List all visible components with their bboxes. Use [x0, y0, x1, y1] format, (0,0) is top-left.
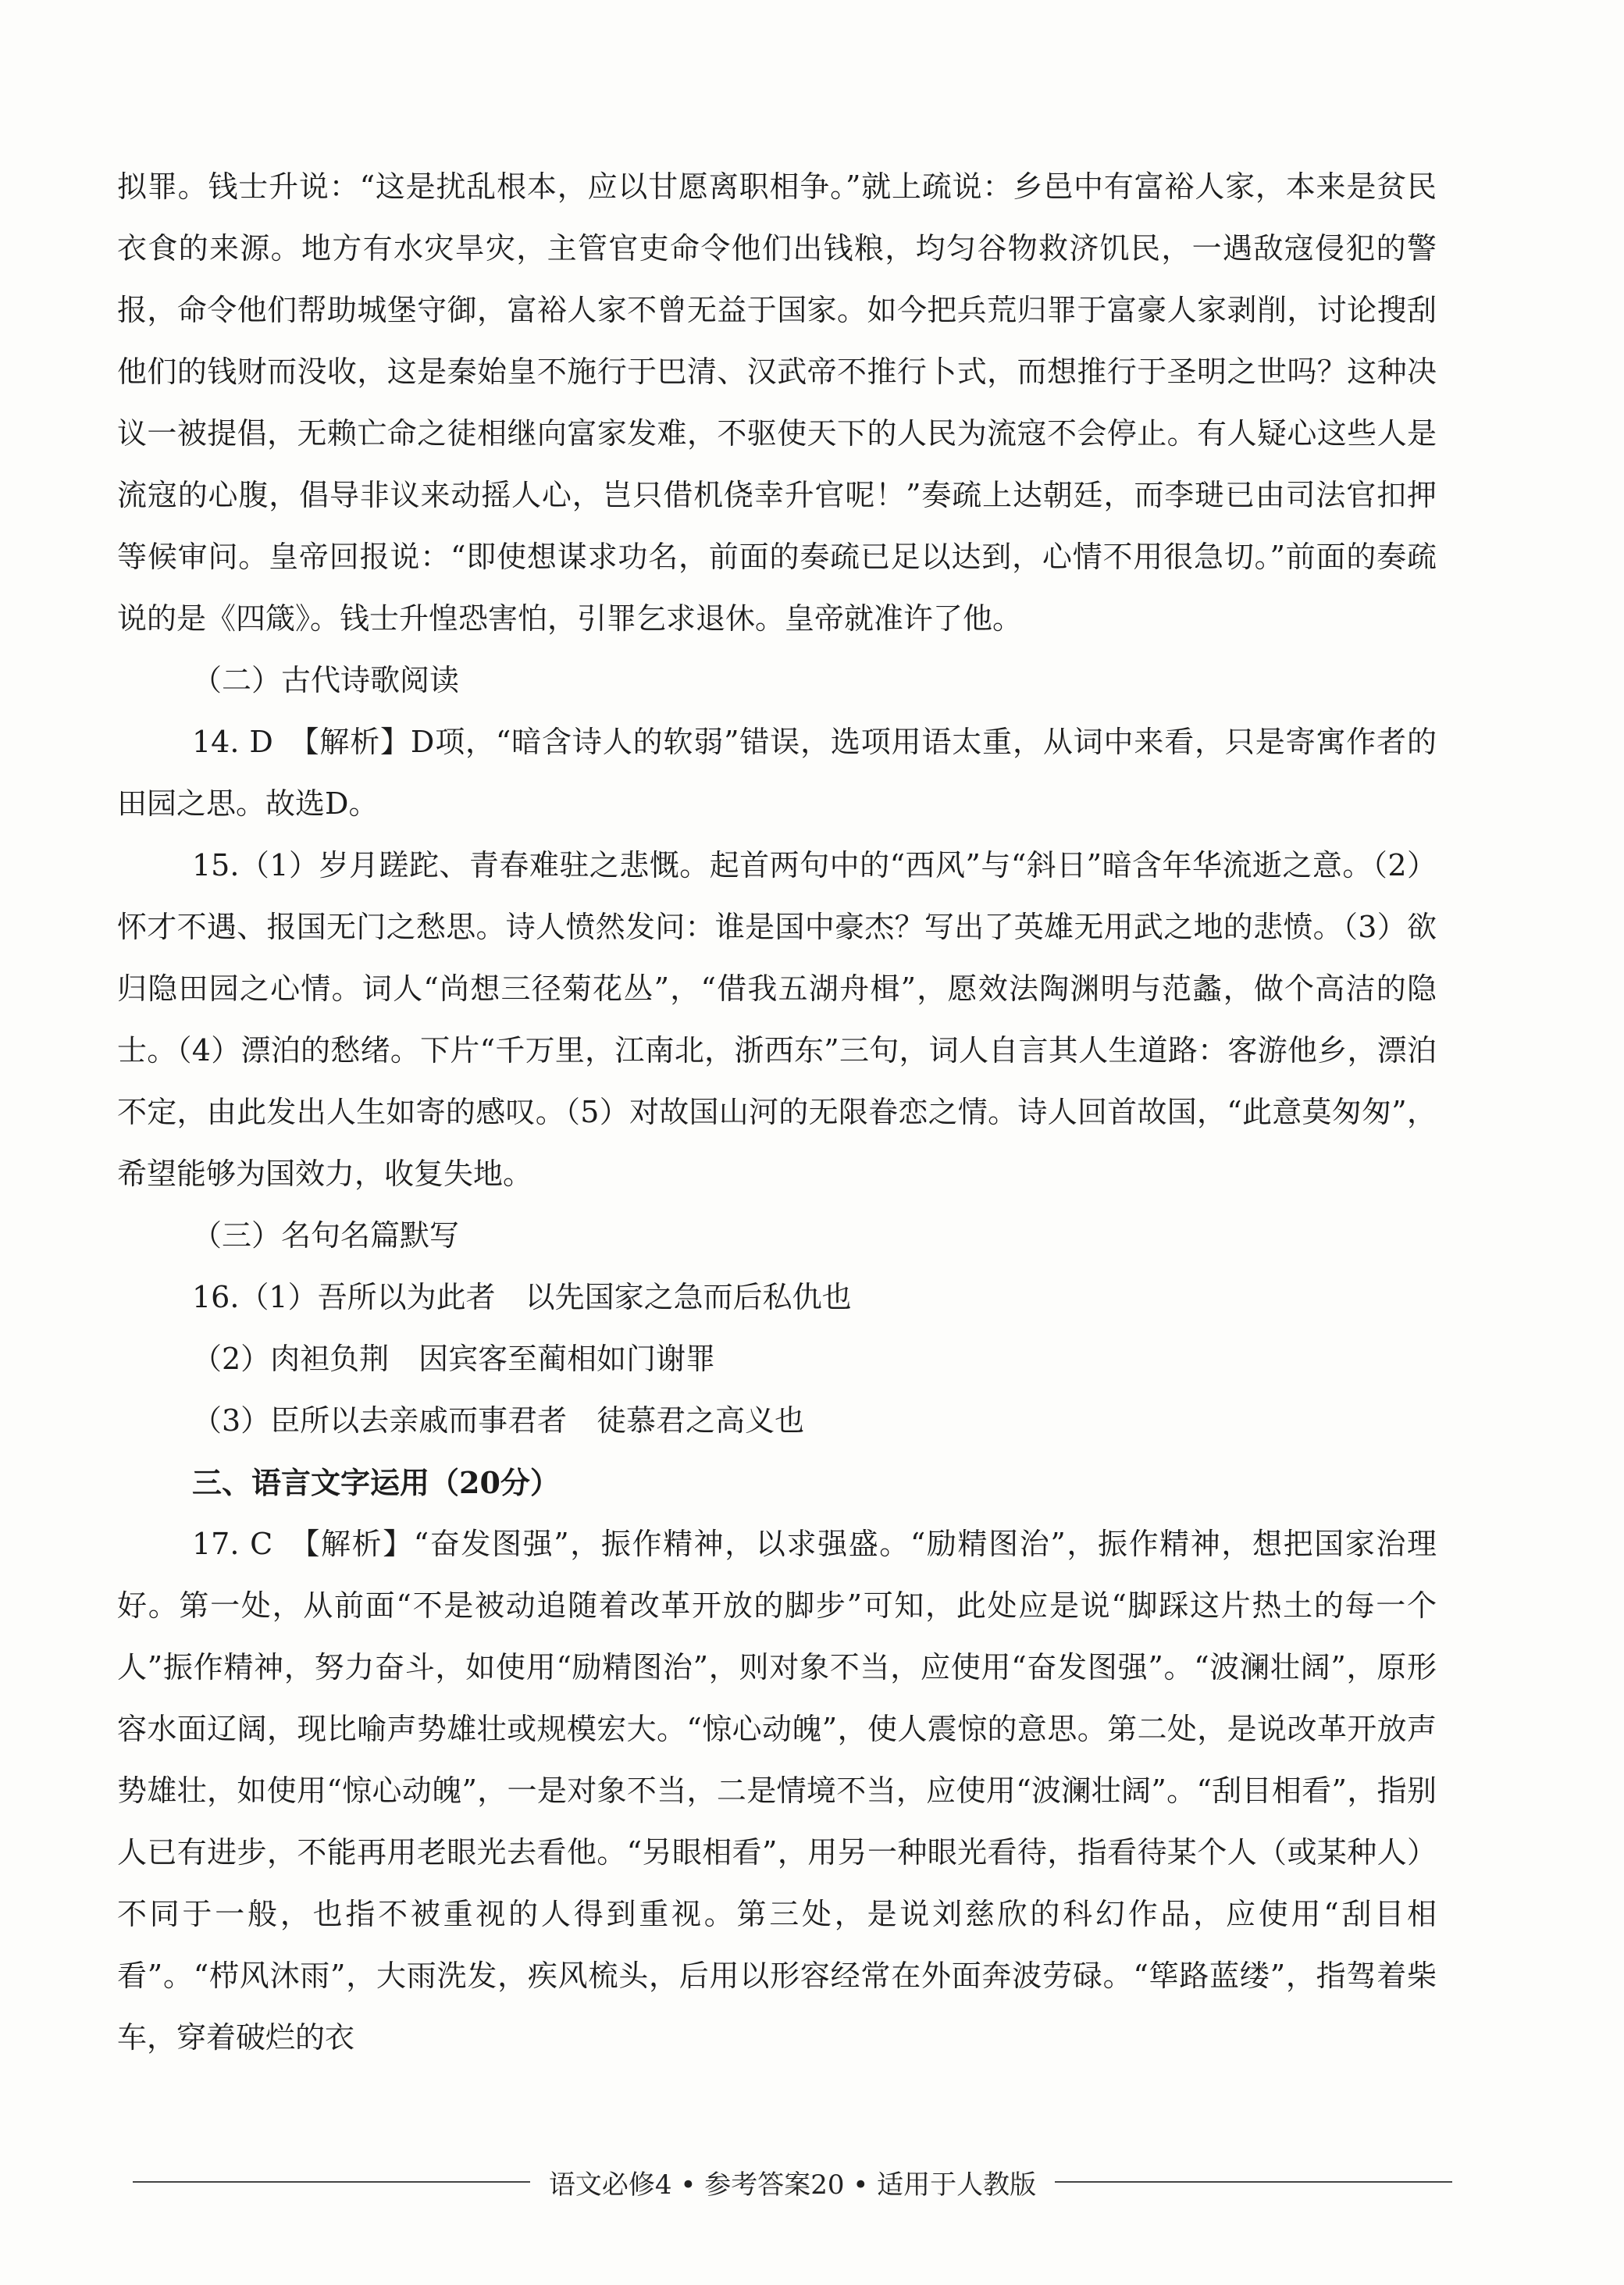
page-body — [117, 156, 1437, 2069]
footer-rule-right — [1055, 2181, 1452, 2183]
footer-rule-left — [133, 2181, 530, 2183]
section-heading-language-use: 三、语言文字运用（20分） — [192, 1465, 560, 1500]
answer-15: 15.（1）岁月蹉跎、青春难驻之悲慨。起首两句中的“西风”与“斜日”暗含年华流逝之意。（2）怀才不遇、报国无门之愁思。诗人愤然发问：谁是国中豪杰？写出了英雄无用武之地的悲愤。（3）欲归隐田园之心情。词人“尚想三径菊花丛”，“借我五湖舟楫”，愿效法陶渊明与范蠡，做个高洁的隐士。（4）漂泊的愁绪。下片“千万里，江南北，浙西东”三句，词人自言其人生道路：客游他乡，漂泊不定，由此发出人生如寄的感叹。（5）对故国山河的无限眷恋之情。诗人回首故国，“此意莫匆匆”，希望能够为国效力，收复失地。 — [117, 848, 1437, 1191]
heading-poetry-reading: （二）古代诗歌阅读 — [192, 663, 460, 697]
heading-recitation: （三）名句名篇默写 — [192, 1218, 460, 1253]
answer-16-3: （3）臣所以去亲戚而事君者 徒慕君之高义也 — [192, 1403, 805, 1438]
page-footer — [133, 2158, 1452, 2205]
paragraph-translation: 拟罪。钱士升说：“这是扰乱根本，应以甘愿离职相争。”就上疏说：乡邑中有富裕人家，本来是贫民衣食的来源。地方有水灾旱灾，主管官吏命令他们出钱粮，均匀谷物救济饥民，一遇敌寇侵犯的警报，命令他们帮助城堡守御，富裕人家不曾无益于国家。如今把兵荒归罪于富豪人家剥削，讨论搜刮他们的钱财而没收，这是秦始皇不施行于巴清、汉武帝不推行卜式，而想推行于圣明之世吗？这种决议一被提倡，无赖亡命之徒相继向富家发难，不驱使天下的人民为流寇不会停止。有人疑心这些人是流寇的心腹，倡导非议来动摇人心，岂只借机侥幸升官呢！”奏疏上达朝廷，而李琎已由司法官扣押等候审问。皇帝回报说：“即使想谋求功名，前面的奏疏已足以达到，心情不用很急切。”前面的奏疏说的是《四箴》。钱士升惶恐害怕，引罪乞求退休。皇帝就准许了他。 — [117, 169, 1437, 636]
answer-17: 17. C 【解析】“奋发图强”，振作精神，以求强盛。“励精图治”，振作精神，想把国家治理好。第一处，从前面“不是被动追随着改革开放的脚步”可知，此处应是说“脚踩这片热土的每一个人”振作精神，努力奋斗，如使用“励精图治”，则对象不当，应使用“奋发图强”。“波澜壮阔”，原形容水面辽阔，现比喻声势雄壮或规模宏大。“惊心动魄”，使人震惊的意思。第二处，是说改革开放声势雄壮，如使用“惊心动魄”，一是对象不当，二是情境不当，应使用“波澜壮阔”。“刮目相看”，指别人已有进步，不能再用老眼光去看他。“另眼相看”，用另一种眼光看待，指看待某个人（或某种人）不同于一般，也指不被重视的人得到重视。第三处，是说刘慈欣的科幻作品，应使用“刮目相看”。“栉风沐雨”，大雨洗发，疾风梳头，后用以形容经常在外面奔波劳碌。“筚路蓝缕”，指驾着柴车，穿着破烂的衣 — [117, 1527, 1437, 2055]
answer-16-2: （2）肉袒负荆 因宾客至蔺相如门谢罪 — [192, 1342, 716, 1376]
answer-16-1: 16.（1）吾所以为此者 以先国家之急而后私仇也 — [192, 1280, 852, 1314]
footer-text: 语文必修4 • 参考答案20 • 适用于人教版 — [548, 2169, 1037, 2201]
answer-14: 14. D 【解析】D项，“暗含诗人的软弱”错误，选项用语太重，从词中来看，只是寄寓作者的田园之思。故选D。 — [117, 725, 1437, 821]
